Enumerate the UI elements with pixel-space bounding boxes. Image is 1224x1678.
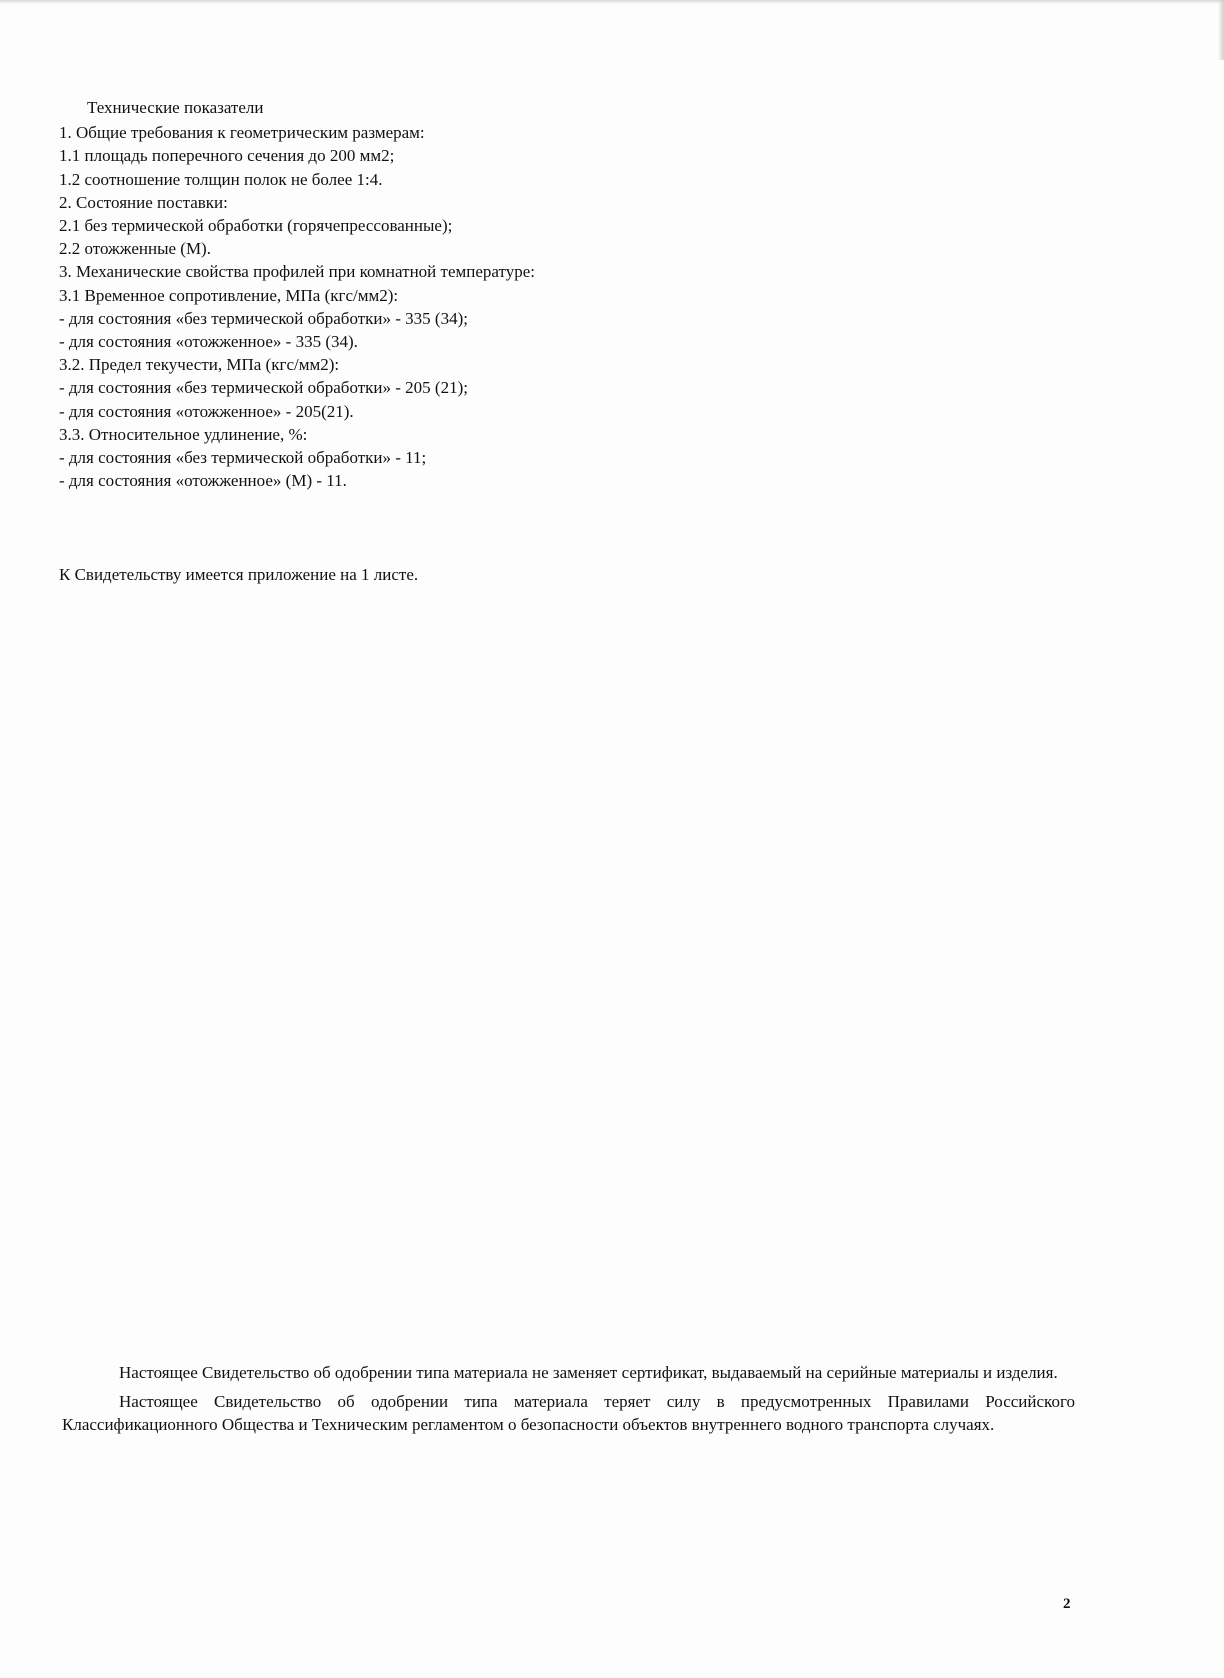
tech-line: 3.3. Относительное удлинение, %: [59,424,308,444]
scan-edge-right [1218,0,1224,60]
tech-line: 2.2 отожженные (М). [59,239,211,259]
statement-paragraph: Настоящее Свидетельство об одобрении типа материала теряет силу в предусмотренных Правилами Российского Классификационного Общества и Техническим регламентом о безопасности объектов внутреннего водного транспорта случаях. [62,1392,1075,1434]
scan-edge-top [0,0,1224,4]
validity-statements [62,1361,1075,1442]
attachment-note: К Свидетельству имеется приложение на 1 листе. [59,565,419,584]
tech-line: 1.2 соотношение толщин полок не более 1:4. [59,169,383,189]
tech-line: - для состояния «отожженное» (М) - 11. [59,471,347,491]
tech-line: 3.1 Временное сопротивление, МПа (кгс/мм2): [59,285,399,305]
tech-line: - для состояния «отожженное» - 335 (34). [59,332,358,352]
tech-line: 1.1 площадь поперечного сечения до 200 мм2; [59,146,395,166]
tech-line: - для состояния «без термической обработки» - 11; [59,448,427,468]
tech-line: - для состояния «без термической обработки» - 205 (21); [59,378,468,398]
tech-line: 2. Состояние поставки: [59,192,228,212]
tech-line: 1. Общие требования к геометрическим размерам: [59,123,425,143]
tech-line: 2.1 без термической обработки (горячепрессованные); [59,216,453,236]
technical-indicators-section [59,96,759,492]
section-title: Технические показатели [87,98,264,117]
tech-line: 3. Механические свойства профилей при комнатной температуре: [59,262,535,282]
tech-line: 3.2. Предел текучести, МПа (кгс/мм2): [59,355,340,375]
tech-line: - для состояния «без термической обработки» - 335 (34); [59,308,468,328]
page-number: 2 [1063,1596,1071,1612]
statement-paragraph: Настоящее Свидетельство об одобрении типа материала не заменяет сертификат, выдаваемый на серийные материалы и изделия. [119,1363,1058,1382]
tech-line: - для состояния «отожженное» - 205(21). [59,401,354,421]
